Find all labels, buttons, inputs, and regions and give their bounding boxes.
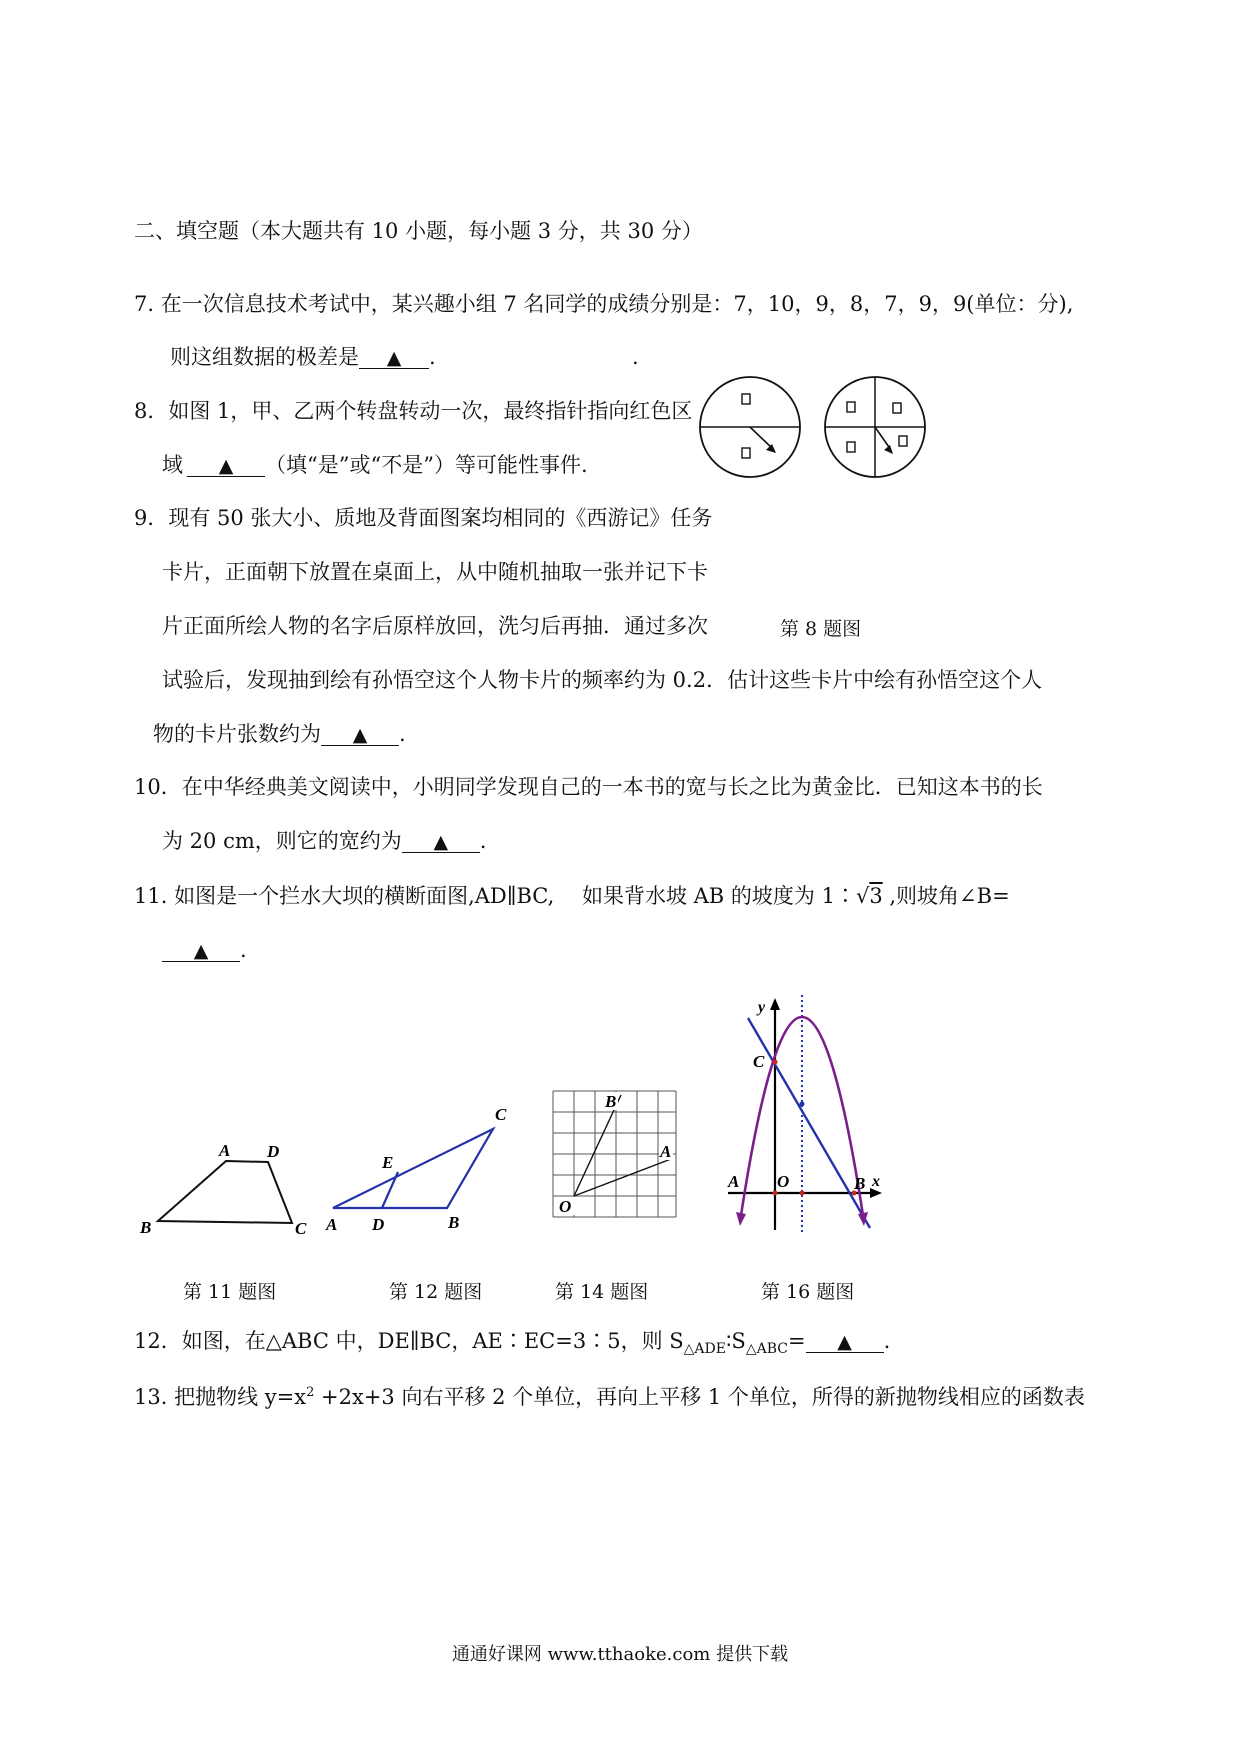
sqrt-value: 3 xyxy=(869,884,883,908)
q8-line2: 域 ▲ （填“是”或“不是”）等可能性事件. xyxy=(162,453,588,477)
fig16-label-O: O xyxy=(777,1172,790,1191)
spinner-2 xyxy=(825,377,925,477)
fig14-label-O: O xyxy=(559,1197,572,1216)
q13-line: 13. 把抛物线 $y=x^2 +2x+3$ 向右平移 2 个单位，再向上平移 1 个单位，所得的新抛物线相应的函数表 xyxy=(134,1385,1085,1409)
fig16-label-x: x xyxy=(872,1173,880,1190)
fig8-spinners xyxy=(690,370,935,485)
page-footer: 通通好课网 www.tthaoke.com 提供下载 xyxy=(451,1644,789,1665)
fig11-label-D: D xyxy=(267,1142,280,1161)
fig12-label-A: A xyxy=(326,1215,338,1234)
q12-line: 12．如图，在△ABC 中，DE∥BC，AE∶EC=3∶5，则 $S_{\triangle ADE}∶S_{\triangle ABC}=$ ▲ . xyxy=(134,1329,891,1358)
fig16-label-y: y xyxy=(758,999,766,1016)
fig11-label-C: C xyxy=(295,1219,307,1238)
q12-answer-blank[interactable]: ▲ xyxy=(806,1331,884,1353)
q7-text: 则这组数据的极差是 xyxy=(170,345,359,369)
q7-line2: 则这组数据的极差是 ▲ . xyxy=(170,345,436,369)
q11-line1: 11. 如图是一个拦水大坝的横断面图,AD∥BC, 如果背水坡 AB 的坡度为 1∶√3 ,则坡角∠B= xyxy=(134,884,1010,908)
fig14-grid xyxy=(545,1085,685,1225)
q8-line1: 8．如图 1，甲、乙两个转盘转动一次，最终指针指向红色区 xyxy=(134,399,693,423)
q11-line2: ▲ . xyxy=(162,940,247,962)
q9-line5: 物的卡片张数约为 ▲ . xyxy=(153,722,406,746)
q7-line1: 7. 在一次信息技术考试中，某兴趣小组 7 名同学的成绩分别是：7，10，9，8，7，9，9(单位：分), xyxy=(134,292,1074,316)
q9-line1: 9．现有 50 张大小、质地及背面图案均相同的《西游记》任务 xyxy=(134,506,713,530)
fig11-label-A: A xyxy=(219,1141,231,1160)
fig14-label-B: B xyxy=(605,1092,617,1111)
fig11-trapezoid xyxy=(130,1135,320,1245)
q8-answer-blank[interactable]: ▲ xyxy=(187,455,265,477)
spinner-1 xyxy=(700,377,800,477)
fig12-triangle xyxy=(320,1100,520,1240)
section-heading: 二、填空题（本大题共有 10 小题，每小题 3 分，共 30 分） xyxy=(134,219,703,243)
q7-answer-blank[interactable]: ▲ xyxy=(359,347,429,369)
q9-line2: 卡片，正面朝下放置在桌面上，从中随机抽取一张并记下卡 xyxy=(162,560,708,584)
fig12-label-D: D xyxy=(372,1215,385,1234)
q10-line2: 为 20 cm，则它的宽约为 ▲ . xyxy=(162,829,487,853)
fig12-caption: 第 12 题图 xyxy=(389,1281,483,1303)
q9-answer-blank[interactable]: ▲ xyxy=(321,724,399,746)
sqrt-symbol: √ xyxy=(855,884,870,908)
fig12-label-C: C xyxy=(495,1105,507,1124)
fig16-label-B: B xyxy=(854,1174,866,1193)
fig14-label-A: A xyxy=(660,1142,672,1161)
q10-line1: 10．在中华经典美文阅读中，小明同学发现自己的一本书的宽与长之比为黄金比．已知这本书的长 xyxy=(134,775,1043,799)
q10-answer-blank[interactable]: ▲ xyxy=(402,831,480,853)
fig8-caption: 第 8 题图 xyxy=(780,618,862,640)
fig14-caption: 第 14 题图 xyxy=(555,1281,649,1303)
fig16-label-A: A xyxy=(728,1172,740,1191)
q7-trailing-dot: . xyxy=(632,345,639,369)
fig16-label-C: C xyxy=(753,1052,765,1071)
fig16-parabola xyxy=(720,990,890,1240)
fig11-label-B: B xyxy=(140,1218,152,1237)
fig12-label-B: B xyxy=(448,1213,460,1232)
q9-line4: 试验后，发现抽到绘有孙悟空这个人物卡片的频率约为 0.2．估计这些卡片中绘有孙悟空这个人 xyxy=(162,668,1043,692)
fig12-label-E: E xyxy=(382,1153,394,1172)
q9-line3: 片正面所绘人物的名字后原样放回，洗匀后再抽．通过多次 xyxy=(162,614,708,638)
fig11-caption: 第 11 题图 xyxy=(183,1281,277,1303)
fig16-caption: 第 16 题图 xyxy=(761,1281,855,1303)
q11-answer-blank[interactable]: ▲ xyxy=(162,940,240,962)
